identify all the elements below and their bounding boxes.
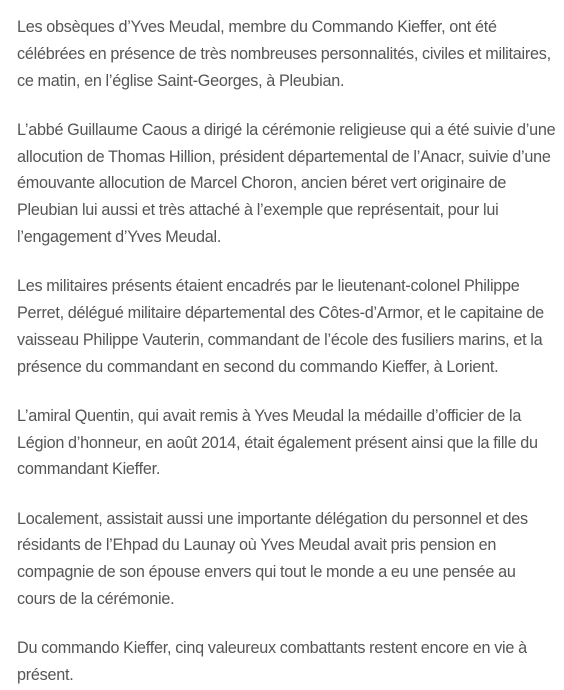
paragraph-admiral-quentin: L’amiral Quentin, qui avait remis à Yves Meudal la médaille d’officier de la Légion d’honneur, en août 2014, était également présent ainsi que la fille du commandant Kieffer. xyxy=(17,406,538,479)
paragraph-ceremony-speeches: L’abbé Guillaume Caous a dirigé la cérémonie religieuse qui a été suivie d’une allocution de Thomas Hillion, président départemental de l’Anacr, suivie d’une émouvante allocution de Marcel Choron, ancien béret vert originaire de Pleubian lui aussi et très attaché à l’exemple que représentait, pour lui l’engagement d’Yves Meudal. xyxy=(17,120,556,246)
paragraph-local-delegation: Localement, assistait aussi une importante délégation du personnel et des résidants de l’Ehpad du Launay où Yves Meudal avait pris pension en compagnie de son épouse envers qui tout le monde a eu une pensée au cours de la cérémonie. xyxy=(17,509,528,608)
paragraph-military-officials: Les militaires présents étaient encadrés par le lieutenant-colonel Philippe Perret, délégué militaire départemental des Côtes-d’Armor, et le capitaine de vaisseau Philippe Vauterin, commandant de l’école des fusiliers marins, et la présence du commandant en second du commando Kieffer, à Lorient. xyxy=(17,277,544,376)
article-body xyxy=(17,14,557,689)
paragraph-funeral-announcement: Les obsèques d’Yves Meudal, membre du Commando Kieffer, ont été célébrées en présence de très nombreuses personnalités, civiles et militaires, ce matin, en l’église Saint-Georges, à Pleubian. xyxy=(17,18,551,90)
paragraph-surviving-combatants: Du commando Kieffer, cinq valeureux combattants restent encore en vie à présent. xyxy=(17,639,527,684)
